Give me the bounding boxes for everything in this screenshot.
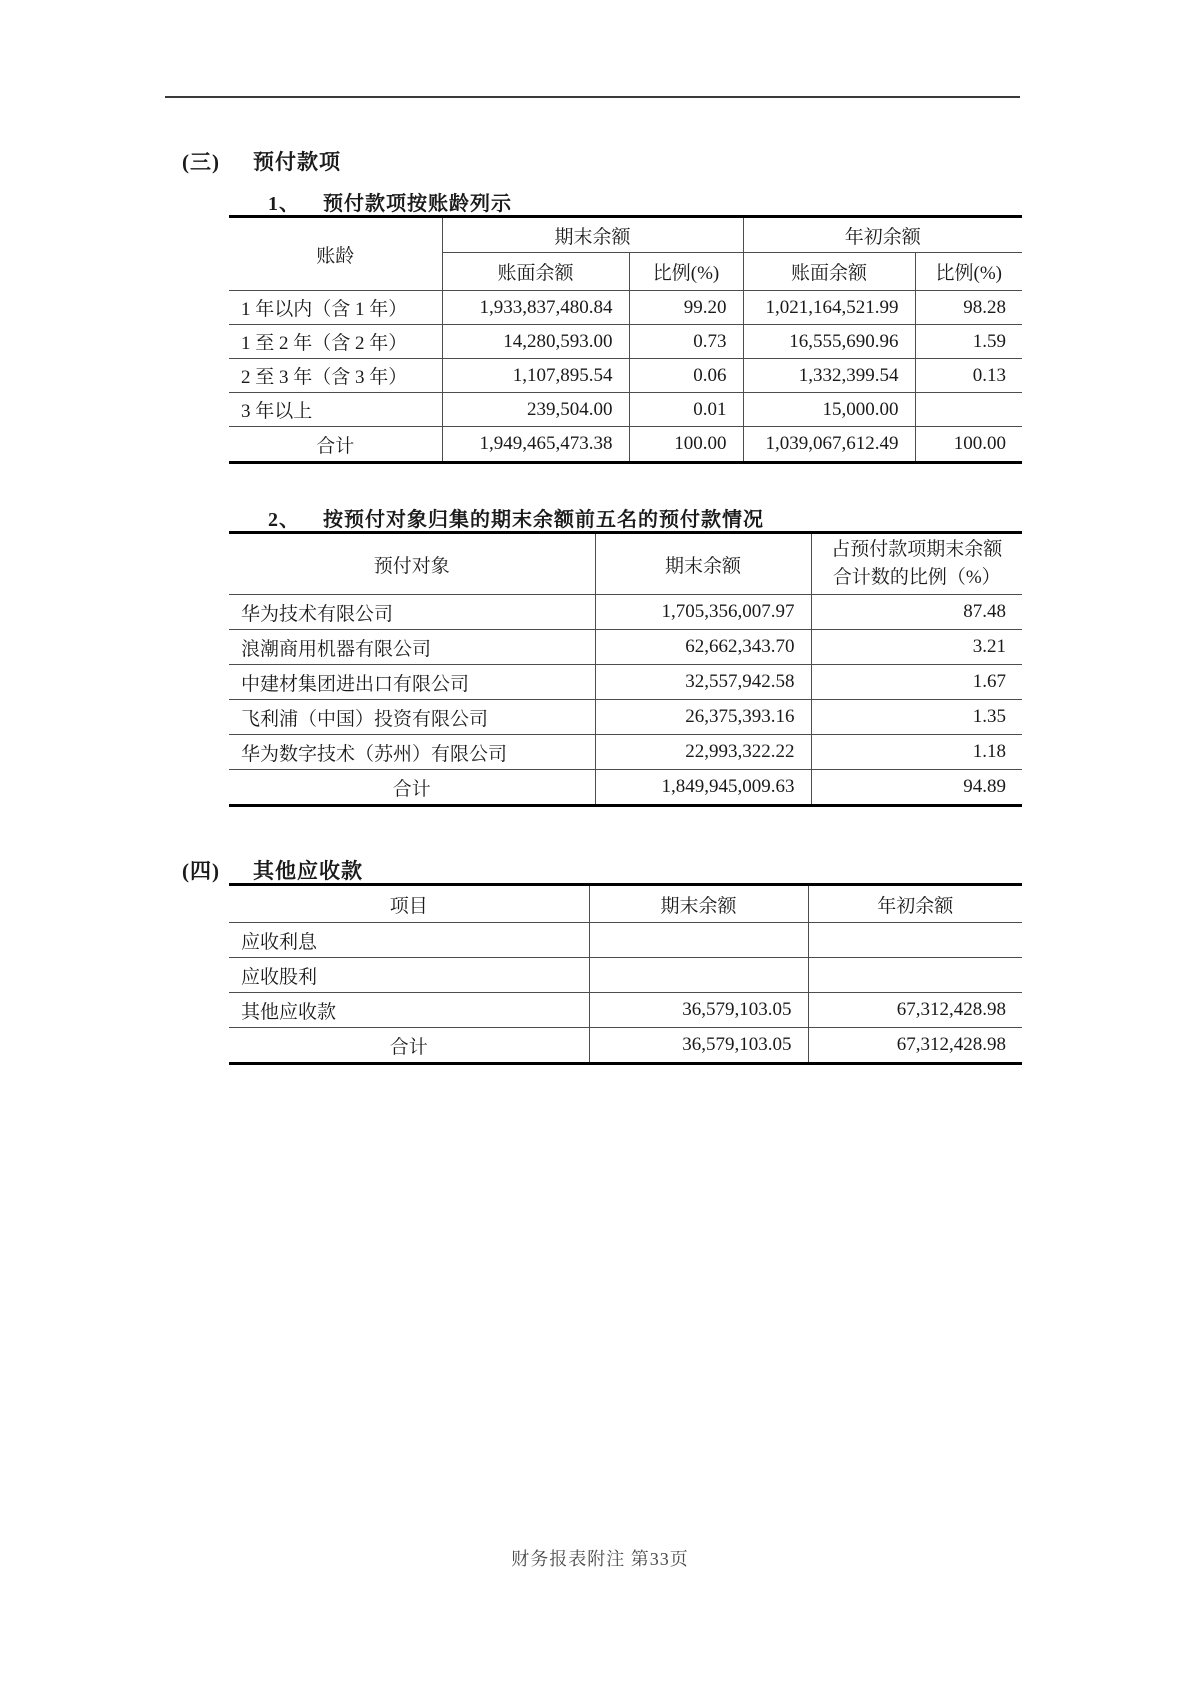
table-row <box>229 958 1022 993</box>
begin-amount: 1,021,164,521.99 <box>743 291 915 325</box>
ratio: 1.18 <box>811 735 1022 770</box>
total-end-amount: 36,579,103.05 <box>589 1028 808 1064</box>
item-label: 应收股利 <box>229 958 589 993</box>
total-label: 合计 <box>229 770 595 806</box>
total-begin-amount: 67,312,428.98 <box>808 1028 1022 1064</box>
other-receivables-table <box>229 883 1022 1065</box>
section-number: (四) <box>182 859 220 883</box>
total-amount: 1,849,945,009.63 <box>595 770 811 806</box>
page-footer: 财务报表附注 第33页 <box>511 1549 689 1569</box>
table-header-row <box>229 885 1022 923</box>
subsection-number: 1、 <box>268 193 300 215</box>
end-amount <box>589 923 808 958</box>
section-other-receivables-heading <box>182 855 363 885</box>
total-label: 合计 <box>229 1028 589 1064</box>
ratio: 87.48 <box>811 595 1022 630</box>
col-header-book-balance-begin: 账面余额 <box>743 253 915 291</box>
col-header-ratio-begin: 比例(%) <box>915 253 1022 291</box>
end-amount: 36,579,103.05 <box>589 993 808 1028</box>
ratio: 1.67 <box>811 665 1022 700</box>
total-end-ratio: 100.00 <box>629 427 743 463</box>
ratio-header-line2: 合计数的比例（%） <box>832 567 1001 588</box>
table-header-row <box>229 217 1022 253</box>
begin-amount <box>808 923 1022 958</box>
begin-amount <box>808 958 1022 993</box>
end-amount: 22,993,322.22 <box>595 735 811 770</box>
col-header-ending-balance: 期末余额 <box>442 217 743 253</box>
section-title: 预付款项 <box>253 150 341 174</box>
object-name: 华为数字技术（苏州）有限公司 <box>229 735 595 770</box>
ratio-header-line1: 占预付款项期末余额 <box>831 539 1003 560</box>
table-row <box>229 325 1022 359</box>
end-amount: 1,107,895.54 <box>442 359 629 393</box>
header-rule <box>165 96 1020 98</box>
col-header-ratio <box>811 533 1022 595</box>
col-header-ending-balance: 期末余额 <box>589 885 808 923</box>
col-header-beginning-balance: 年初余额 <box>808 885 1022 923</box>
item-label: 其他应收款 <box>229 993 589 1028</box>
col-header-book-balance-end: 账面余额 <box>442 253 629 291</box>
col-header-item: 项目 <box>229 885 589 923</box>
end-ratio: 99.20 <box>629 291 743 325</box>
section-title: 其他应收款 <box>253 859 363 883</box>
object-name: 中建材集团进出口有限公司 <box>229 665 595 700</box>
table-row <box>229 923 1022 958</box>
end-amount: 26,375,393.16 <box>595 700 811 735</box>
table-row <box>229 595 1022 630</box>
subsection-number: 2、 <box>268 509 300 531</box>
prepayments-aging-table <box>229 215 1022 464</box>
end-amount: 14,280,593.00 <box>442 325 629 359</box>
end-ratio: 0.01 <box>629 393 743 427</box>
table-total-row <box>229 427 1022 463</box>
total-label: 合计 <box>229 427 442 463</box>
total-ratio: 94.89 <box>811 770 1022 806</box>
col-header-ending-balance: 期末余额 <box>595 533 811 595</box>
table-row <box>229 735 1022 770</box>
begin-amount: 67,312,428.98 <box>808 993 1022 1028</box>
ratio: 3.21 <box>811 630 1022 665</box>
total-end-amount: 1,949,465,473.38 <box>442 427 629 463</box>
table-row <box>229 993 1022 1028</box>
end-amount: 62,662,343.70 <box>595 630 811 665</box>
col-header-aging: 账龄 <box>229 217 442 291</box>
ratio: 1.35 <box>811 700 1022 735</box>
total-begin-ratio: 100.00 <box>915 427 1022 463</box>
begin-ratio: 1.59 <box>915 325 1022 359</box>
table-row <box>229 665 1022 700</box>
begin-ratio: 98.28 <box>915 291 1022 325</box>
begin-ratio <box>915 393 1022 427</box>
begin-amount: 1,332,399.54 <box>743 359 915 393</box>
aging-label: 2 至 3 年（含 3 年） <box>229 359 442 393</box>
subsection-aging-heading <box>268 187 512 216</box>
table-total-row <box>229 770 1022 806</box>
aging-label: 1 年以内（含 1 年） <box>229 291 442 325</box>
col-header-beginning-balance: 年初余额 <box>743 217 1022 253</box>
aging-label: 1 至 2 年（含 2 年） <box>229 325 442 359</box>
table-total-row <box>229 1028 1022 1064</box>
object-name: 华为技术有限公司 <box>229 595 595 630</box>
table-header-row <box>229 533 1022 595</box>
table-row <box>229 700 1022 735</box>
object-name: 浪潮商用机器有限公司 <box>229 630 595 665</box>
subsection-top5-heading <box>268 503 764 532</box>
col-header-object: 预付对象 <box>229 533 595 595</box>
begin-ratio: 0.13 <box>915 359 1022 393</box>
end-amount: 239,504.00 <box>442 393 629 427</box>
item-label: 应收利息 <box>229 923 589 958</box>
prepayments-top5-table <box>229 531 1022 807</box>
subsection-title: 按预付对象归集的期末余额前五名的预付款情况 <box>323 509 764 531</box>
end-ratio: 0.73 <box>629 325 743 359</box>
object-name: 飞利浦（中国）投资有限公司 <box>229 700 595 735</box>
section-number: (三) <box>182 150 220 174</box>
end-amount: 1,933,837,480.84 <box>442 291 629 325</box>
begin-amount: 15,000.00 <box>743 393 915 427</box>
table-row <box>229 291 1022 325</box>
subsection-title: 预付款项按账龄列示 <box>323 193 512 215</box>
col-header-ratio-end: 比例(%) <box>629 253 743 291</box>
total-begin-amount: 1,039,067,612.49 <box>743 427 915 463</box>
table-row <box>229 630 1022 665</box>
end-ratio: 0.06 <box>629 359 743 393</box>
begin-amount: 16,555,690.96 <box>743 325 915 359</box>
end-amount <box>589 958 808 993</box>
aging-label: 3 年以上 <box>229 393 442 427</box>
table-row <box>229 359 1022 393</box>
end-amount: 1,705,356,007.97 <box>595 595 811 630</box>
end-amount: 32,557,942.58 <box>595 665 811 700</box>
section-prepayments-heading <box>182 146 341 176</box>
table-row <box>229 393 1022 427</box>
